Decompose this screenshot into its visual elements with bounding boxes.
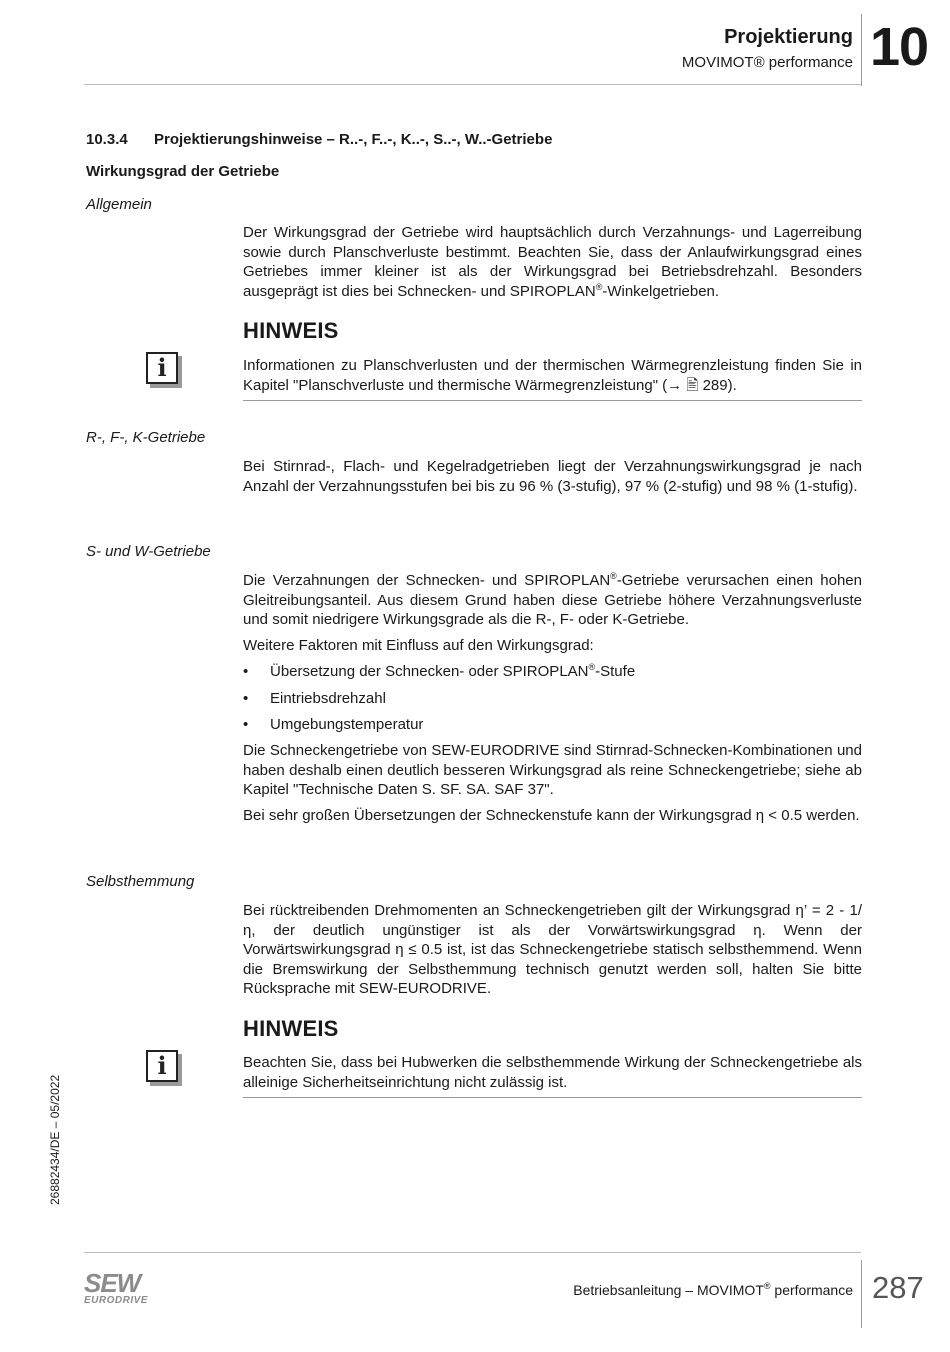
side-label-sw: S- und W-Getriebe [86, 543, 211, 560]
hint-text: Beachten Sie, dass bei Hubwerken die selbsthemmende Wirkung der Schneckengetriebe als alleinige Sicherheitseinrichtung nicht zulässig ist. [243, 1054, 862, 1091]
list-item: • Umgebungstemperatur [243, 716, 424, 733]
subsection-heading: Wirkungsgrad der Getriebe [86, 163, 280, 180]
hint-divider [243, 1097, 862, 1098]
footer-text: Betriebsanleitung – MOVIMOT® performance [573, 1281, 853, 1298]
page-number: 287 [872, 1270, 924, 1305]
section-title: Projektierungshinweise – R..-, F..-, K..-, S..-, W..-Getriebe [154, 131, 553, 148]
eurodrive-logo: EURODRIVE [84, 1295, 148, 1306]
paragraph-allgemein: Der Wirkungsgrad der Getriebe wird hauptsächlich durch Verzahnungs- und Lagerreibung sowie durch Planschverluste bestimmt. Beachten Sie, dass der Anlaufwirkungsgrad eines Getriebes immer kleiner ist als der Wirkungsgrad bei Betriebsdrehzahl. Besonders ausgeprägt ist dies bei Schnecken- und SPIROPLAN®-Winkelgetrieben. [243, 224, 862, 300]
section-heading [86, 131, 552, 148]
paragraph-sw-1: Die Verzahnungen der Schnecken- und SPIROPLAN®-Getriebe verursachen einen hohen Gleitreibungsanteil. Aus diesem Grund haben diese Getriebe höhere Verzahnungsverluste und somit niedrigere Wirkungsgrade als die R-, F- oder K-Getriebe. [243, 571, 862, 629]
info-icon: i [146, 1050, 178, 1082]
hint-divider [243, 400, 862, 401]
chapter-title: Projektierung [724, 26, 853, 48]
footer-rule [84, 1252, 861, 1253]
side-label-selbsthemmung: Selbsthemmung [86, 873, 195, 890]
paragraph-sw-2: Die Schneckengetriebe von SEW-EURODRIVE sind Stirnrad-Schnecken-Kombinationen und haben deshalb einen deutlich besseren Wirkungsgrad als reine Schneckengetriebe; siehe ab Kapitel "Technische Daten S. SF. SA. SAF 37". [243, 742, 862, 799]
side-label-allgemein: Allgemein [86, 196, 152, 213]
footer-divider [861, 1260, 862, 1328]
list-item: • Übersetzung der Schnecken- oder SPIROPLAN®-Stufe [243, 662, 636, 680]
sew-logo: SEW [84, 1268, 141, 1298]
header-divider [861, 14, 862, 86]
chapter-number: 10 [870, 17, 929, 77]
side-label-rfk: R-, F-, K-Getriebe [86, 429, 206, 446]
info-icon: i [146, 352, 178, 384]
paragraph-sw-3: Bei sehr großen Übersetzungen der Schneckenstufe kann der Wirkungsgrad η < 0.5 werden. [243, 807, 860, 824]
factors-intro: Weitere Faktoren mit Einfluss auf den Wirkungsgrad: [243, 637, 594, 654]
hint-title: HINWEIS [243, 1016, 339, 1041]
list-item: • Eintriebsdrehzahl [243, 690, 386, 707]
paragraph-rfk: Bei Stirnrad-, Flach- und Kegelradgetrieben liegt der Verzahnungswirkungsgrad je nach Anzahl der Verzahnungsstufen bei bis zu 96 % (3-stufig), 97 % (2-stufig) und 98 % (1-stufig). [243, 458, 862, 495]
chapter-subtitle: MOVIMOT® performance [681, 54, 853, 71]
paragraph-selbsthemmung: Bei rücktreibenden Drehmomenten an Schneckengetrieben gilt der Wirkungsgrad η’ = 2 - 1/η, der deutlich ungünstiger ist als der Vorwärtswirkungsgrad η. Wenn der Vorwärtswirkungsgrad η ≤ 0.5 ist, ist das Schneckengetriebe statisch selbsthemmend. Wenn die Bremswirkung der Selbsthemmung technisch genutzt werden soll, halten Sie bitte Rücksprache mit SEW-EURODRIVE. [243, 902, 862, 998]
document-id: 26882434/DE – 05/2022 [48, 1074, 62, 1205]
header-rule [84, 84, 861, 85]
hint-text: Informationen zu Planschverlusten und der thermischen Wärmegrenzleistung finden Sie in Kapitel "Planschverluste und thermische Wärmegrenzleistung" (→ 🖹 289). [243, 357, 862, 394]
section-number: 10.3.4 [86, 131, 128, 148]
hint-title: HINWEIS [243, 318, 339, 343]
